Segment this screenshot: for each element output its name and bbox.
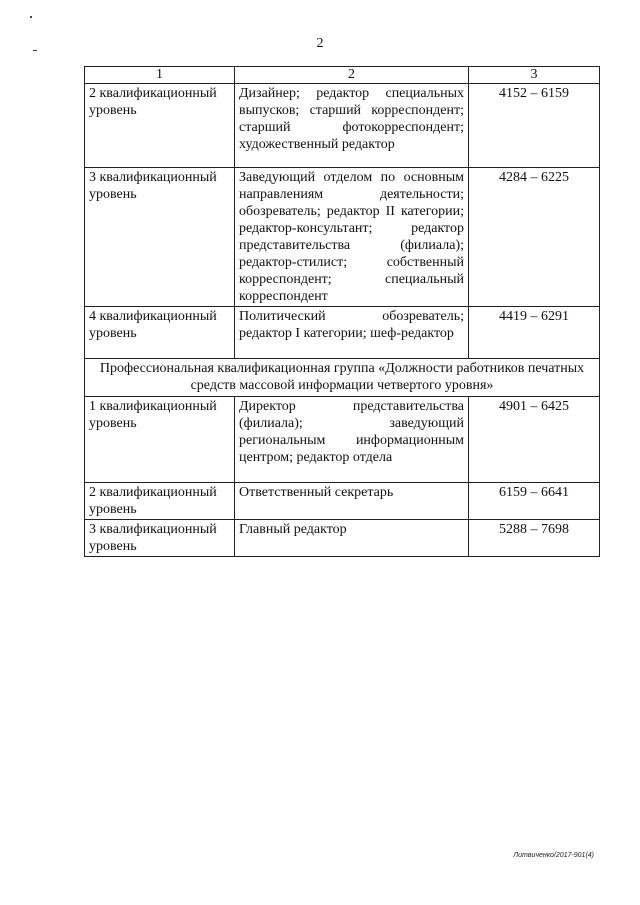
- table-row: [85, 84, 600, 168]
- table-row: [85, 307, 600, 359]
- salary-range: 4284 – 6225: [469, 168, 600, 307]
- salary-range: 4901 – 6425: [469, 397, 600, 483]
- positions-cell: Дизайнер; редактор специальных выпусков; старший корреспондент; старший фотокорреспондент; художественный редактор: [235, 84, 469, 168]
- group-heading-row: [85, 359, 600, 397]
- qualification-level: 1 квалификационный уровень: [85, 397, 235, 483]
- salary-range: 4152 – 6159: [469, 84, 600, 168]
- table-row: [85, 168, 600, 307]
- table-header-row: [85, 67, 600, 84]
- header-col-3: 3: [469, 67, 600, 84]
- header-col-1: 1: [85, 67, 235, 84]
- salary-range: 6159 – 6641: [469, 483, 600, 520]
- group-title: Профессиональная квалификационная группа «Должности работников печатных средств массовой информации четвертого уровня»: [85, 359, 600, 397]
- table-row: [85, 520, 600, 557]
- qualification-level: 2 квалификационный уровень: [85, 84, 235, 168]
- qualification-level: 4 квалификационный уровень: [85, 307, 235, 359]
- qualification-level: 3 квалификационный уровень: [85, 520, 235, 557]
- salary-table: [84, 66, 600, 557]
- page-number: 2: [316, 36, 324, 51]
- qualification-level: 3 квалификационный уровень: [85, 168, 235, 307]
- positions-cell: Политический обозреватель; редактор I категории; шеф-редактор: [235, 307, 469, 359]
- positions-cell: Директор представительства (филиала); заведующий региональным информационным центром; редактор отдела: [235, 397, 469, 483]
- salary-range: 4419 – 6291: [469, 307, 600, 359]
- header-col-2: 2: [235, 67, 469, 84]
- qualification-level: 2 квалификационный уровень: [85, 483, 235, 520]
- scan-speck: [30, 16, 32, 18]
- table-row: [85, 397, 600, 483]
- positions-cell: Главный редактор: [235, 520, 469, 557]
- salary-range: 5288 – 7698: [469, 520, 600, 557]
- document-footer-code: Литвиченко/2017-901(4): [513, 852, 594, 859]
- positions-cell: Ответственный секретарь: [235, 483, 469, 520]
- table-row: [85, 483, 600, 520]
- positions-cell: Заведующий отделом по основным направлениям деятельности; обозреватель; редактор II категории; редактор-консультант; редактор представительства (филиала); редактор-стилист; собственный корреспондент; специальный корреспондент: [235, 168, 469, 307]
